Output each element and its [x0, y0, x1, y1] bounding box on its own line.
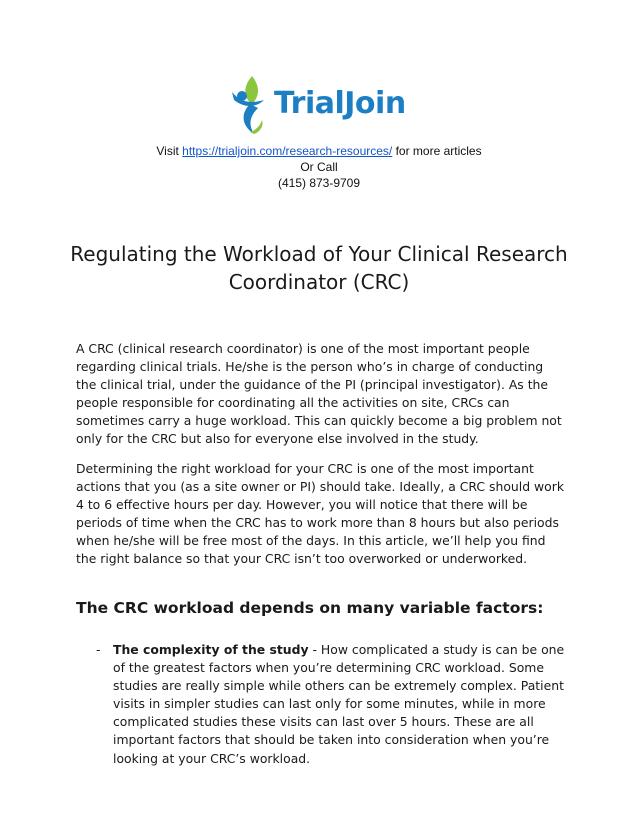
visit-line — [0, 143, 638, 159]
bullet-body: - How complicated a study is can be one of the greatest factors when you’re determining CRC workload. Some studies are really simple while others can be extremely complex. Patient visits in simpler studies can last only for some minutes, while in more complicated studies these visits can last over 5 hours. These are all important factors that should be taken into consideration when you’re looking at your CRC’s workload. — [113, 642, 565, 766]
research-resources-link[interactable]: https://trialjoin.com/research-resources/ — [182, 144, 393, 158]
title-line-1: Regulating the Workload of Your Clinical Research — [70, 242, 568, 266]
logo-wordmark: TrialJoin — [274, 86, 406, 121]
visit-suffix: for more articles — [392, 144, 482, 158]
phone-number: (415) 873-9709 — [277, 176, 361, 190]
paragraph-2: Determining the right workload for your CRC is one of the most important actions that you (as a site owner or PI) should take. Ideally, a CRC should work 4 to 6 effective hours per day. However, you will notice that there will be periods of time when the CRC has to work more than 8 hours but also periods when he/she will be free most of the days. In this article, we’ll help you find the right balance so that your CRC isn’t too overworked or underworked. — [76, 461, 564, 567]
figure-leaf-icon — [230, 74, 276, 138]
section-heading: The CRC workload depends on many variable factors: — [76, 599, 544, 617]
or-call-line: Or Call — [300, 160, 338, 174]
trialjoin-logo — [230, 74, 410, 138]
visit-prefix: Visit — [156, 144, 183, 158]
article-title — [60, 240, 578, 296]
bullet-marker: - — [96, 642, 101, 657]
title-line-2: Coordinator (CRC) — [228, 270, 410, 294]
bullet-bold-lead: The complexity of the study — [113, 642, 309, 657]
paragraph-1: A CRC (clinical research coordinator) is one of the most important people regarding clinical trials. He/she is the person who’s in charge of conducting the clinical trial, under the guidance of the PI (principal investigator). As the people responsible for coordinating all the activities on site, CRCs can sometimes carry a huge workload. This can quickly become a big problem not only for the CRC but also for everyone else involved in the study. — [76, 341, 562, 447]
bullet-item — [113, 641, 568, 768]
